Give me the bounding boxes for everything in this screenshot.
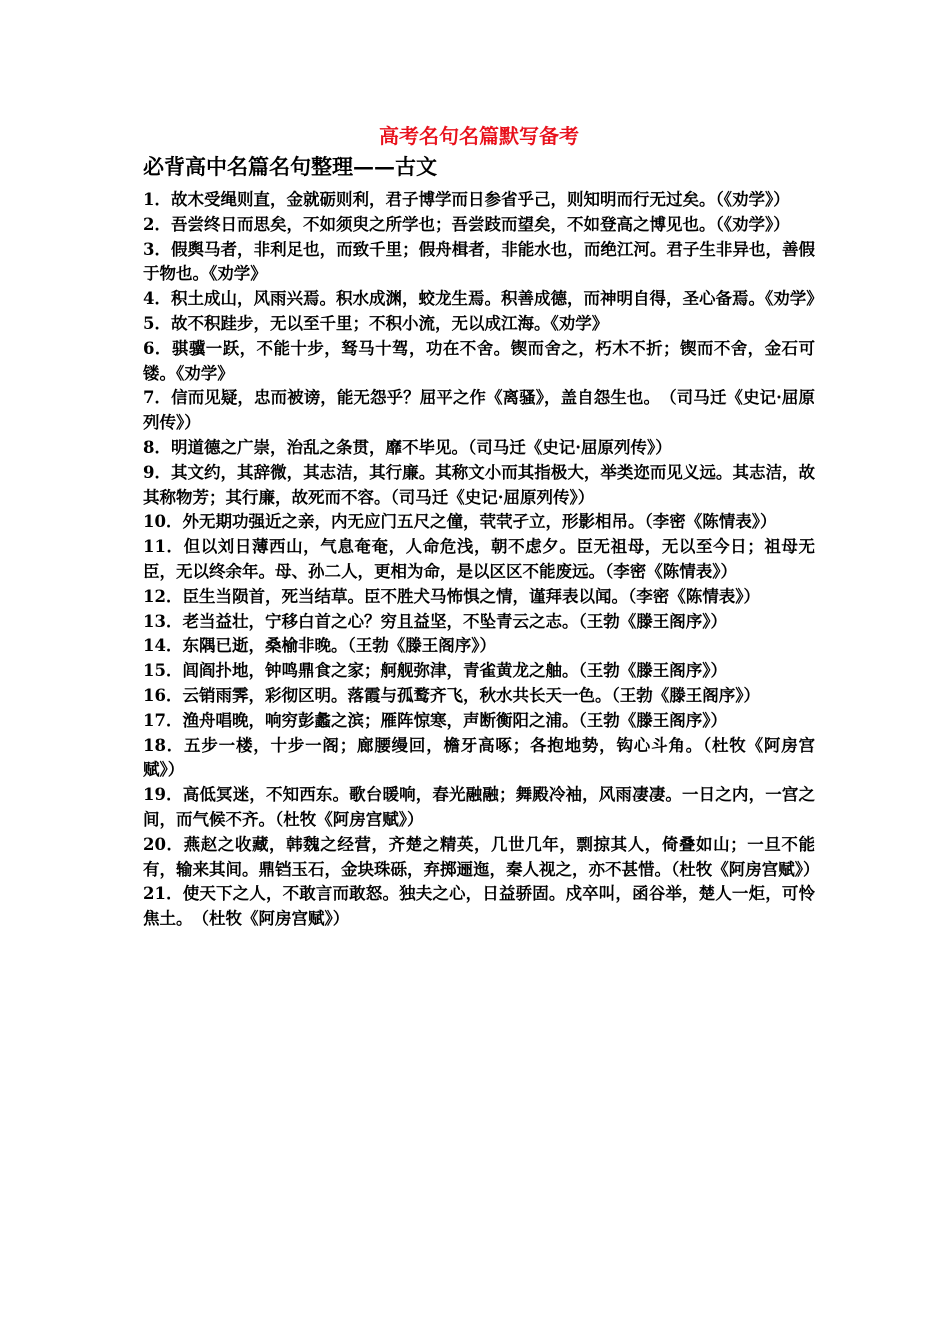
quote-item-4: 4．积土成山，风雨兴焉。积水成渊，蛟龙生焉。积善成德，而神明自得，圣心备焉。《劝学》 [143,289,823,309]
quote-item-13: 13．老当益壮，宁移白首之心？穷且益坚，不坠青云之志。（王勃《滕王阁序》） [143,611,727,631]
quote-item-20: 20．燕赵之收藏，韩魏之经营，齐楚之精英，几世几年，剽掠其人，倚叠如山；一旦不能有，输来其间。鼎铛玉石，金块珠砾，弃掷逦迤，秦人视之，亦不甚惜。（杜牧《阿房宫赋》） [143,834,820,879]
quote-item-21: 21．使天下之人，不敢言而敢怒。独夫之心，日益骄固。戍卒叫，函谷举，楚人一炬，可怜焦土。 （杜牧《阿房宫赋》） [143,884,815,929]
quote-item-7: 7．信而见疑，忠而被谤，能无怨乎？屈平之作《离骚》，盖自怨生也。 （司马迁《史记·屈原列传》） [143,388,815,433]
quote-item-8: 8．明道德之广崇，治乱之条贯，靡不毕见。（司马迁《史记·屈原列传》） [143,437,672,457]
quote-item-5: 5．故不积跬步，无以至千里；不积小流，无以成江海。《劝学》 [143,313,609,333]
quote-item-1: 1．故木受绳则直，金就砺则利，君子博学而日参省乎己，则知明而行无过矣。（《劝学》） [143,190,790,209]
quote-item-9: 9．其文约，其辞微，其志洁，其行廉。其称文小而其指极大，举类迩而见义远。其志洁，故其称物芳；其行廉，故死而不容。（司马迁《史记·屈原列传》） [143,462,815,507]
quote-item-12: 12．臣生当陨首，死当结草。臣不胜犬马怖惧之情，谨拜表以闻。（李密《陈情表》） [143,586,760,606]
document-page [143,120,823,932]
quote-item-14: 14．东隅已逝，桑榆非晚。（王勃《滕王阁序》） [143,636,496,656]
document-subtitle: 必背高中名篇名句整理——古文 [143,154,437,179]
quote-item-2: 2．吾尝终日而思矣，不如须臾之所学也；吾尝跂而望矣，不如登高之博见也。（《劝学》） [143,214,790,234]
quote-item-16: 16．云销雨霁，彩彻区明。落霞与孤鹜齐飞，秋水共长天一色。（王勃《滕王阁序》） [143,685,760,705]
quote-item-19: 19．高低冥迷，不知西东。歌台暖响，春光融融；舞殿冷袖，风雨凄凄。一日之内，一宫之间，而气候不齐。（杜牧《阿房宫赋》） [143,785,815,829]
document-title: 高考名句名篇默写备考 [379,124,579,148]
quote-item-10: 10．外无期功强近之亲，内无应门五尺之僮，茕茕孑立，形影相吊。（李密《陈情表》） [143,512,777,532]
quote-item-15: 15．闾阎扑地，钟鸣鼎食之家；舸舰弥津，青雀黄龙之舳。（王勃《滕王阁序》） [143,661,727,681]
quote-item-17: 17．渔舟唱晚，响穷彭蠡之滨；雁阵惊寒，声断衡阳之浦。（王勃《滕王阁序》） [143,710,727,730]
quote-item-11: 11．但以刘日薄西山，气息奄奄，人命危浅，朝不虑夕。臣无祖母，无以至今日；祖母无臣，无以终余年。母、孙二人，更相为命，是以区区不能废远。（李密《陈情表》） [143,537,815,581]
quote-item-18: 18．五步一楼，十步一阁；廊腰缦回，檐牙高啄；各抱地势，钩心斗角。（杜牧《阿房宫赋》） [143,735,815,780]
quote-item-6: 6．骐骥一跃，不能十步，驽马十驾，功在不舍。锲而舍之，朽木不折；锲而不舍，金石可镂。《劝学》 [143,338,815,383]
quote-item-3: 3．假舆马者，非利足也，而致千里；假舟楫者，非能水也，而绝江河。君子生非异也，善假于物也。《劝学》 [143,239,815,284]
quote-list [143,188,823,932]
